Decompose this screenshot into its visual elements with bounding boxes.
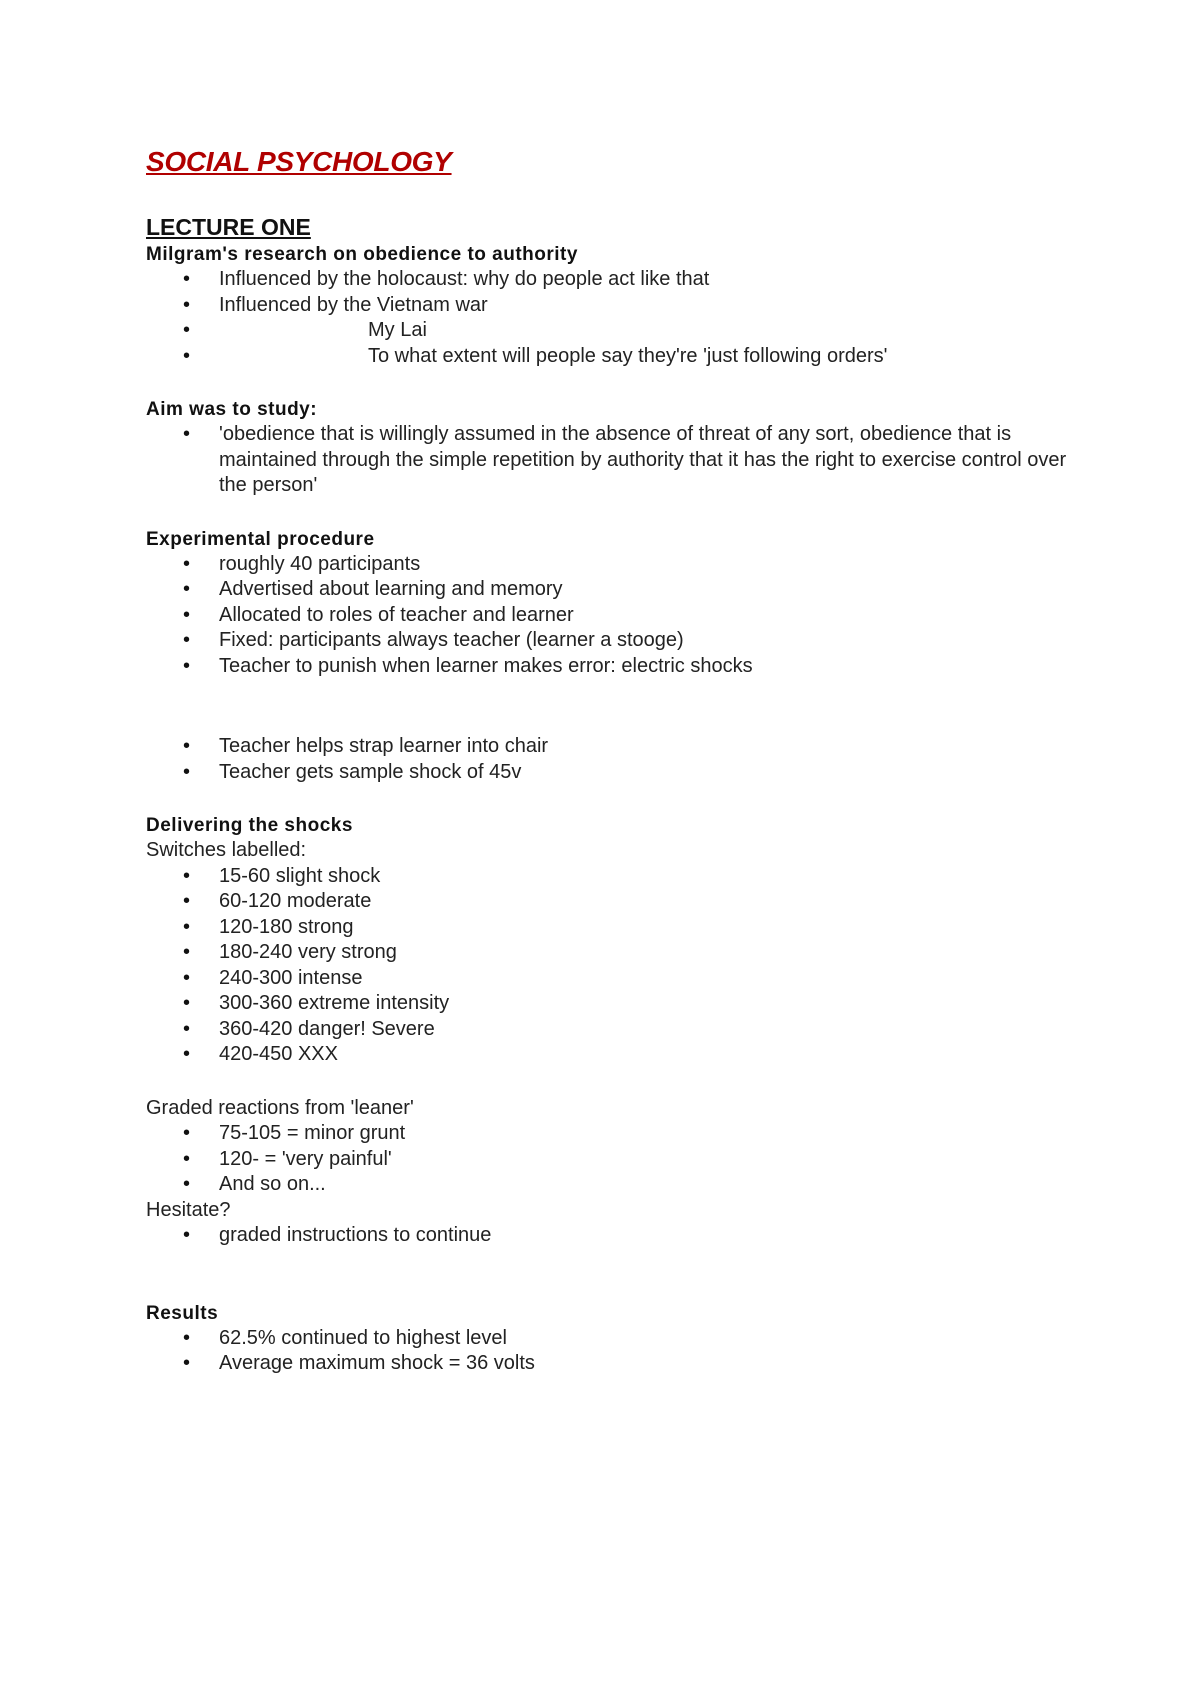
list-item: • 180-240 very strong bbox=[146, 940, 1076, 966]
list-item-text: My Lai bbox=[368, 319, 427, 341]
spacer bbox=[146, 499, 1076, 527]
results-list bbox=[146, 1326, 1076, 1377]
section-milgram bbox=[146, 242, 1076, 369]
list-item: • graded instructions to continue bbox=[146, 1223, 1076, 1249]
section-heading-results: Results bbox=[146, 1302, 219, 1324]
document-title: SOCIAL PSYCHOLOGY bbox=[146, 146, 452, 177]
milgram-list bbox=[146, 267, 1076, 369]
list-item: • Advertised about learning and memory bbox=[146, 577, 1076, 603]
list-item: • 'obedience that is willingly assumed in the absence of threat of any sort, obedience that is maintained through the simple repetition by authority that it has the right to exercise control over the person' bbox=[146, 422, 1076, 499]
switches-intro: Switches labelled: bbox=[146, 839, 307, 861]
hesitate-list bbox=[146, 1223, 1076, 1249]
spacer bbox=[146, 679, 1076, 734]
list-item: • 120-180 strong bbox=[146, 915, 1076, 941]
reactions-list bbox=[146, 1121, 1076, 1198]
procedure-list bbox=[146, 552, 1076, 680]
reactions-intro: Graded reactions from 'leaner' bbox=[146, 1096, 414, 1119]
section-shocks bbox=[146, 813, 1076, 1249]
list-item: • Influenced by the holocaust: why do people act like that bbox=[146, 267, 1076, 293]
list-item: • Influenced by the Vietnam war bbox=[146, 293, 1076, 319]
lecture-title: LECTURE ONE bbox=[146, 214, 311, 240]
procedure-list-continued bbox=[146, 734, 1076, 785]
section-heading-aim: Aim was to study: bbox=[146, 399, 318, 420]
spacer bbox=[146, 369, 1076, 397]
list-item: • 62.5% continued to highest level bbox=[146, 1326, 1076, 1352]
spacer bbox=[146, 785, 1076, 813]
section-procedure bbox=[146, 527, 1076, 786]
section-heading-shocks: Delivering the shocks bbox=[146, 815, 353, 836]
spacer bbox=[146, 1068, 1076, 1096]
list-item: • Teacher helps strap learner into chair bbox=[146, 734, 1076, 760]
list-item: • Teacher to punish when learner makes error: electric shocks bbox=[146, 654, 1076, 680]
section-results bbox=[146, 1301, 1076, 1377]
list-item bbox=[146, 318, 1076, 344]
list-item: • roughly 40 participants bbox=[146, 552, 1076, 578]
spacer bbox=[146, 1249, 1076, 1301]
section-heading-milgram: Milgram's research on obedience to authority bbox=[146, 244, 578, 265]
list-item: • 300-360 extreme intensity bbox=[146, 991, 1076, 1017]
list-item: • And so on... bbox=[146, 1172, 1076, 1198]
list-item: • 60-120 moderate bbox=[146, 889, 1076, 915]
list-item: • Fixed: participants always teacher (learner a stooge) bbox=[146, 628, 1076, 654]
aim-list bbox=[146, 422, 1076, 499]
list-item: • 420-450 XXX bbox=[146, 1042, 1076, 1068]
document-page bbox=[146, 140, 1076, 1377]
list-item: • 15-60 slight shock bbox=[146, 864, 1076, 890]
list-item bbox=[146, 344, 1076, 370]
list-item: • 75-105 = minor grunt bbox=[146, 1121, 1076, 1147]
section-heading-procedure: Experimental procedure bbox=[146, 528, 375, 550]
list-item: • 240-300 intense bbox=[146, 966, 1076, 992]
list-item: • Teacher gets sample shock of 45v bbox=[146, 760, 1076, 786]
list-item: • 120- = 'very painful' bbox=[146, 1147, 1076, 1173]
list-item: • 360-420 danger! Severe bbox=[146, 1017, 1076, 1043]
switches-list bbox=[146, 864, 1076, 1068]
section-aim bbox=[146, 397, 1076, 499]
hesitate-intro: Hesitate? bbox=[146, 1198, 231, 1221]
list-item-text: To what extent will people say they're 'just following orders' bbox=[368, 344, 888, 367]
list-item: • Allocated to roles of teacher and learner bbox=[146, 603, 1076, 629]
list-item: • Average maximum shock = 36 volts bbox=[146, 1351, 1076, 1377]
